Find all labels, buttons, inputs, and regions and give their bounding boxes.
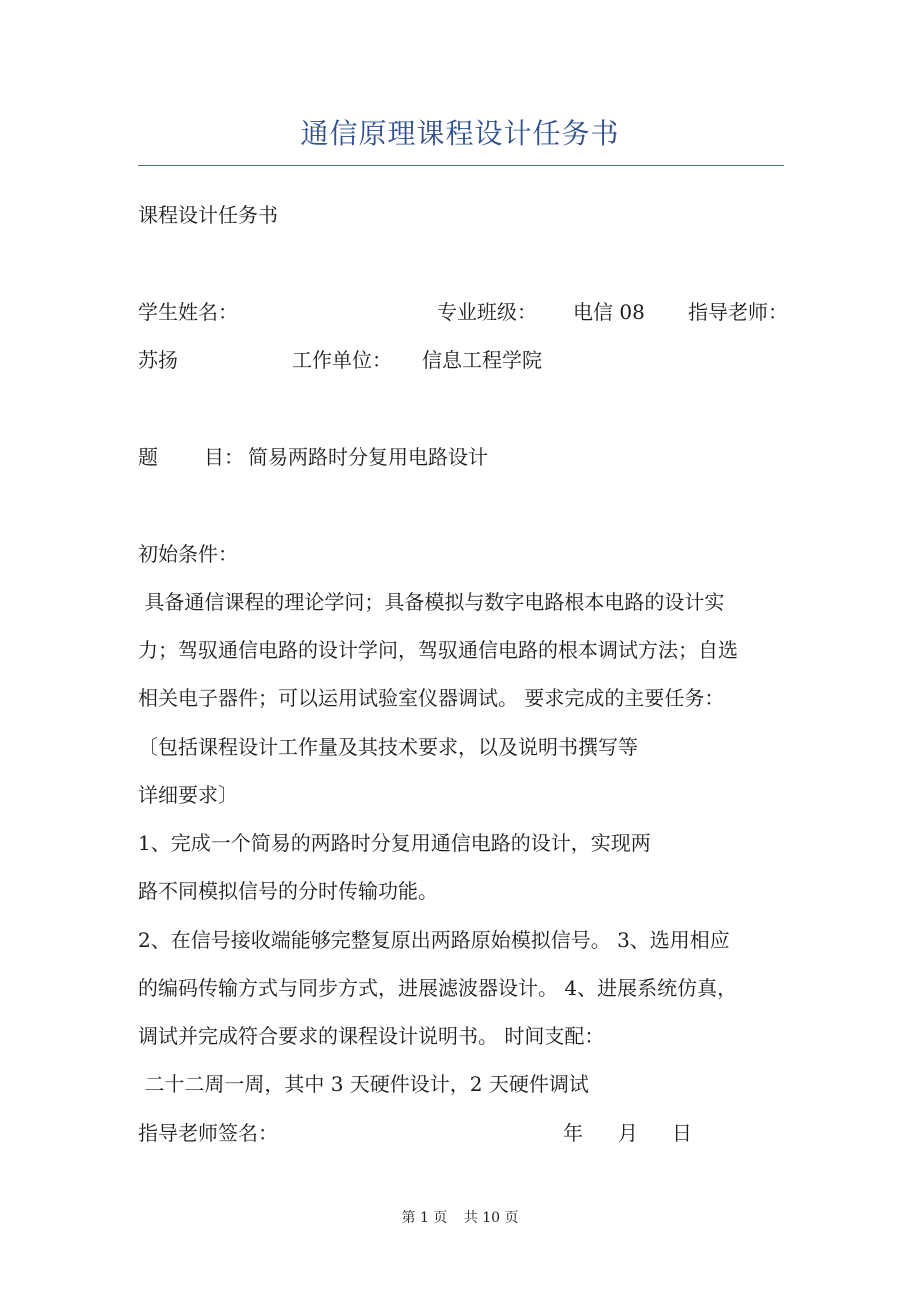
document-title: 通信原理课程设计任务书 xyxy=(300,117,620,150)
topic-label-second: 目： xyxy=(204,445,244,469)
body-line: 路不同模拟信号的分时传输功能。 xyxy=(138,879,438,903)
topic-value: 简易两路时分复用电路设计 xyxy=(248,445,488,469)
body-line: 2、在信号接收端能够完整复原出两路原始模拟信号。 3、选用相应 xyxy=(138,928,730,952)
signature-label: 指导老师签名： xyxy=(138,1121,278,1145)
body-line: 力；驾驭通信电路的设计学问，驾驭通信电路的根本调试方法；自选 xyxy=(138,638,738,662)
body-line: 具备通信课程的理论学问；具备模拟与数字电路根本电路的设计实 xyxy=(138,590,725,614)
body-line: 1、完成一个简易的两路时分复用通信电路的设计，实现两 xyxy=(138,831,651,855)
major-class-label: 专业班级： xyxy=(437,300,537,324)
student-name-label: 学生姓名： xyxy=(138,300,238,324)
body-line: 初始条件： xyxy=(138,542,238,566)
work-unit-label: 工作单位： xyxy=(292,348,392,372)
work-unit-value: 信息工程学院 xyxy=(422,348,542,372)
title-divider xyxy=(138,165,784,166)
major-class-value: 电信 08 xyxy=(573,300,645,324)
subtitle: 课程设计任务书 xyxy=(138,203,278,227)
body-line: 二十二周一周，其中 3 天硬件设计，2 天硬件调试 xyxy=(138,1072,589,1096)
advisor-value: 苏扬 xyxy=(138,348,178,372)
body-line: 详细要求〕 xyxy=(138,783,238,807)
signature-month: 月 xyxy=(618,1121,638,1145)
page-footer xyxy=(0,1207,920,1227)
topic-label-first: 题 xyxy=(138,445,158,469)
page-number: 第 1 页 xyxy=(401,1210,448,1226)
signature-year: 年 xyxy=(563,1121,583,1145)
advisor-label: 指导老师： xyxy=(688,300,788,324)
body-line: 〔包括课程设计工作量及其技术要求，以及说明书撰写等 xyxy=(138,735,638,759)
body-line: 相关电子器件；可以运用试验室仪器调试。 要求完成的主要任务： xyxy=(138,686,725,710)
signature-day: 日 xyxy=(672,1121,692,1145)
page-total: 共 10 页 xyxy=(463,1210,519,1226)
body-line: 的编码传输方式与同步方式，进展滤波器设计。 4、进展系统仿真， xyxy=(138,976,738,1000)
body-line: 调试并完成符合要求的课程设计说明书。 时间支配： xyxy=(138,1024,605,1048)
